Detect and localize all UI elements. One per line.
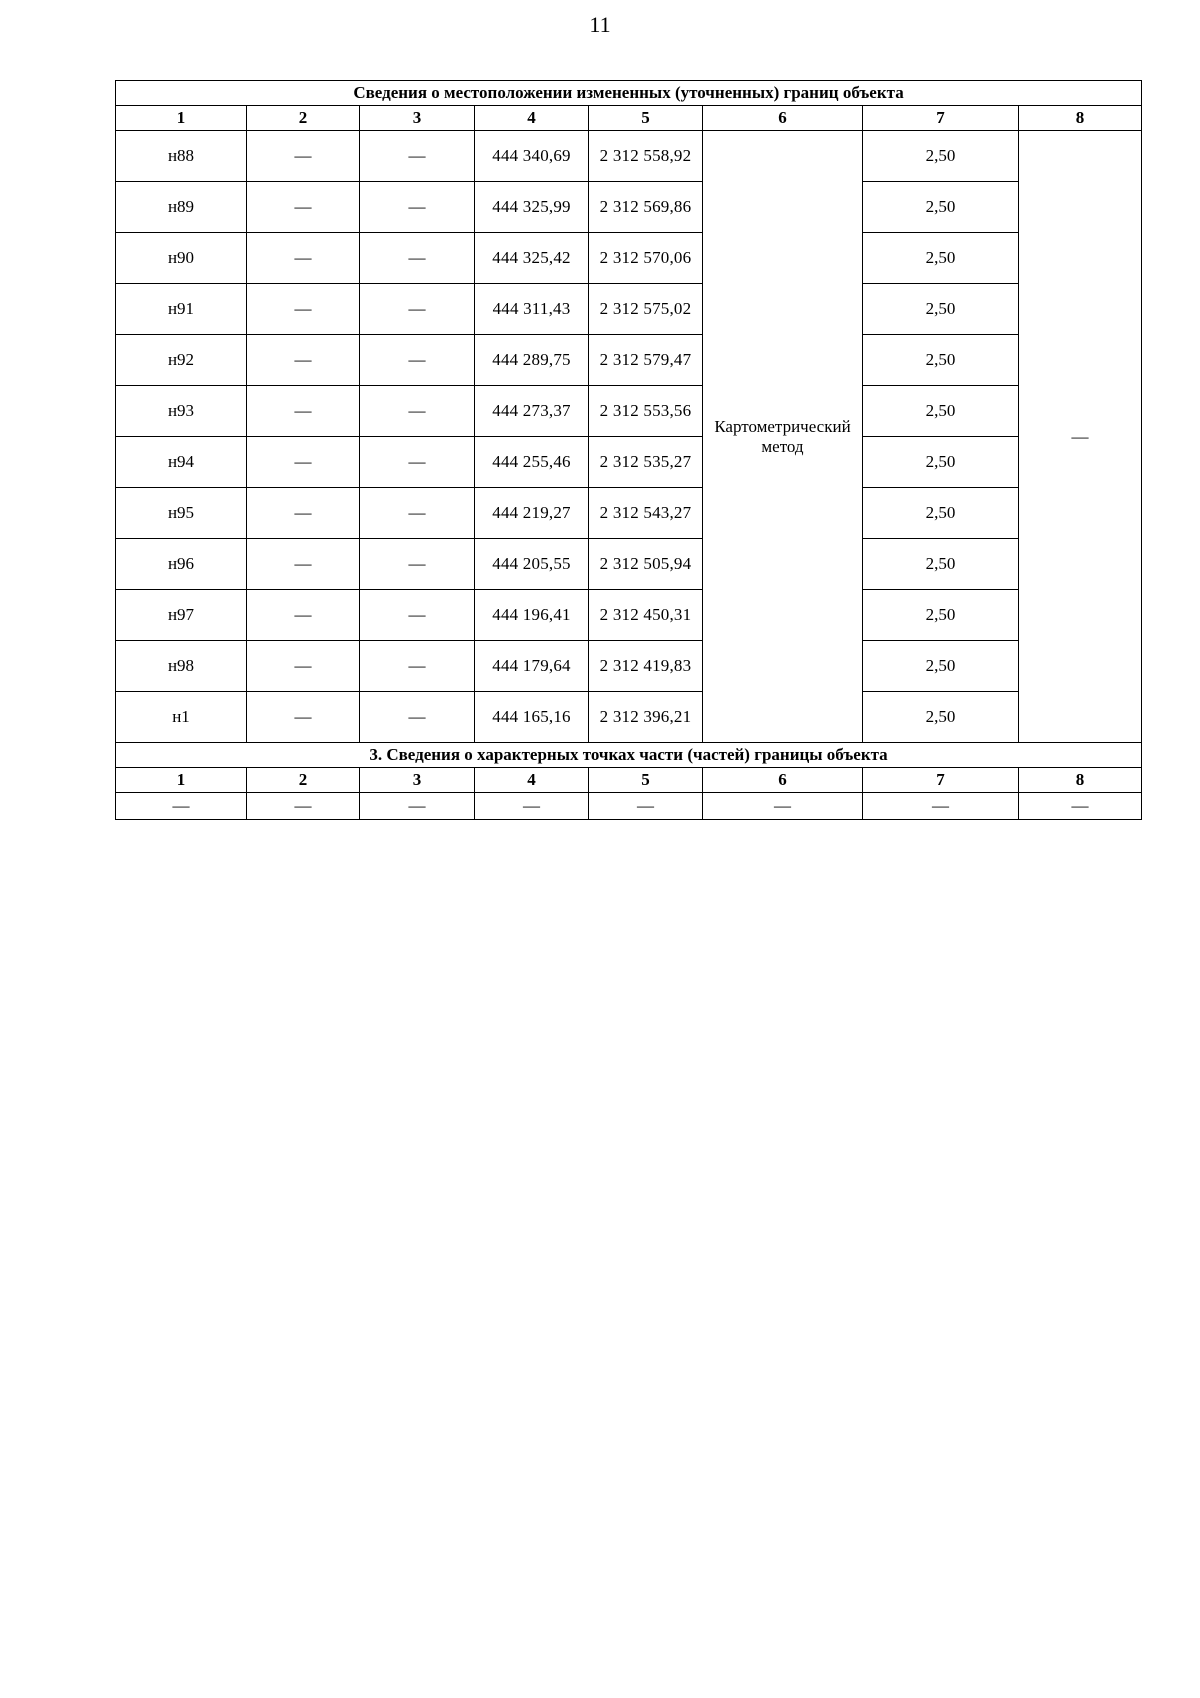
point-name: н91 — [116, 284, 247, 335]
table-row — [116, 437, 1142, 488]
cell-col2: — — [247, 182, 360, 233]
empty-cell: — — [863, 793, 1019, 820]
coord-x: 444 340,69 — [475, 131, 589, 182]
coord-x: 444 325,42 — [475, 233, 589, 284]
precision-value: 2,50 — [863, 641, 1019, 692]
table-row — [116, 233, 1142, 284]
empty-cell: — — [475, 793, 589, 820]
empty-cell: — — [703, 793, 863, 820]
empty-cell: — — [589, 793, 703, 820]
point-name: н90 — [116, 233, 247, 284]
column-number: 7 — [863, 768, 1019, 793]
cell-col2: — — [247, 233, 360, 284]
section-header-row — [116, 81, 1142, 106]
section1-title: Сведения о местоположении измененных (уточненных) границ объекта — [116, 81, 1142, 106]
precision-value: 2,50 — [863, 692, 1019, 743]
coord-y: 2 312 558,92 — [589, 131, 703, 182]
point-name: н98 — [116, 641, 247, 692]
precision-value: 2,50 — [863, 233, 1019, 284]
coord-y: 2 312 553,56 — [589, 386, 703, 437]
column-number: 1 — [116, 768, 247, 793]
empty-cell: — — [116, 793, 247, 820]
table-row — [116, 182, 1142, 233]
table-row — [116, 641, 1142, 692]
column-number: 5 — [589, 768, 703, 793]
precision-value: 2,50 — [863, 590, 1019, 641]
empty-cell: — — [247, 793, 360, 820]
coord-y: 2 312 505,94 — [589, 539, 703, 590]
coord-x: 444 205,55 — [475, 539, 589, 590]
coord-y: 2 312 396,21 — [589, 692, 703, 743]
table-row — [116, 692, 1142, 743]
coord-y: 2 312 579,47 — [589, 335, 703, 386]
column-number: 6 — [703, 768, 863, 793]
section3-header-row — [116, 743, 1142, 768]
cell-col2: — — [247, 284, 360, 335]
column-number-row — [116, 768, 1142, 793]
column-number: 8 — [1019, 768, 1142, 793]
cell-col3: — — [360, 335, 475, 386]
precision-value: 2,50 — [863, 488, 1019, 539]
coord-y: 2 312 570,06 — [589, 233, 703, 284]
coord-y: 2 312 450,31 — [589, 590, 703, 641]
point-name: н89 — [116, 182, 247, 233]
coord-x: 444 289,75 — [475, 335, 589, 386]
column-number: 8 — [1019, 106, 1142, 131]
boundary-points-table — [115, 80, 1142, 820]
precision-value: 2,50 — [863, 131, 1019, 182]
cell-col2: — — [247, 590, 360, 641]
column-number-row — [116, 106, 1142, 131]
precision-value: 2,50 — [863, 284, 1019, 335]
table-row — [116, 284, 1142, 335]
table-row — [116, 386, 1142, 437]
precision-value: 2,50 — [863, 386, 1019, 437]
column-number: 2 — [247, 106, 360, 131]
point-name: н93 — [116, 386, 247, 437]
precision-value: 2,50 — [863, 539, 1019, 590]
section3-title: 3. Сведения о характерных точках части (частей) границы объекта — [116, 743, 1142, 768]
column-number: 4 — [475, 106, 589, 131]
cell-col3: — — [360, 284, 475, 335]
point-name: н97 — [116, 590, 247, 641]
cell-col3: — — [360, 386, 475, 437]
precision-value: 2,50 — [863, 335, 1019, 386]
table-row — [116, 590, 1142, 641]
cell-col3: — — [360, 692, 475, 743]
coord-x: 444 219,27 — [475, 488, 589, 539]
cell-col3: — — [360, 488, 475, 539]
column-number: 4 — [475, 768, 589, 793]
column-number: 6 — [703, 106, 863, 131]
coord-x: 444 325,99 — [475, 182, 589, 233]
table-row — [116, 335, 1142, 386]
empty-cell: — — [360, 793, 475, 820]
cell-col2: — — [247, 386, 360, 437]
cell-col2: — — [247, 539, 360, 590]
cell-col3: — — [360, 641, 475, 692]
column-number: 7 — [863, 106, 1019, 131]
method-cell: Картометрический метод — [703, 131, 863, 743]
cell-col2: — — [247, 437, 360, 488]
page-number: 11 — [589, 12, 611, 37]
point-name: н92 — [116, 335, 247, 386]
cell-col3: — — [360, 539, 475, 590]
point-name: н88 — [116, 131, 247, 182]
coord-x: 444 255,46 — [475, 437, 589, 488]
empty-row — [116, 793, 1142, 820]
table-row — [116, 131, 1142, 182]
cell-col2: — — [247, 335, 360, 386]
column-number: 3 — [360, 768, 475, 793]
cell-col2: — — [247, 488, 360, 539]
coord-y: 2 312 575,02 — [589, 284, 703, 335]
column-number: 2 — [247, 768, 360, 793]
empty-cell: — — [1019, 793, 1142, 820]
coord-y: 2 312 535,27 — [589, 437, 703, 488]
point-name: н95 — [116, 488, 247, 539]
coord-x: 444 196,41 — [475, 590, 589, 641]
cell-col3: — — [360, 131, 475, 182]
cell-col3: — — [360, 233, 475, 284]
coord-x: 444 165,16 — [475, 692, 589, 743]
cell-col2: — — [247, 641, 360, 692]
column-number: 1 — [116, 106, 247, 131]
cell-col3: — — [360, 182, 475, 233]
coord-x: 444 179,64 — [475, 641, 589, 692]
point-name: н96 — [116, 539, 247, 590]
precision-value: 2,50 — [863, 437, 1019, 488]
coord-y: 2 312 543,27 — [589, 488, 703, 539]
column-number: 5 — [589, 106, 703, 131]
cell-col2: — — [247, 131, 360, 182]
coord-y: 2 312 419,83 — [589, 641, 703, 692]
table-row — [116, 539, 1142, 590]
coord-y: 2 312 569,86 — [589, 182, 703, 233]
column-number: 3 — [360, 106, 475, 131]
coord-x: 444 273,37 — [475, 386, 589, 437]
col8-cell: — — [1019, 131, 1142, 743]
precision-value: 2,50 — [863, 182, 1019, 233]
coord-x: 444 311,43 — [475, 284, 589, 335]
point-name: н94 — [116, 437, 247, 488]
cell-col3: — — [360, 590, 475, 641]
table-row — [116, 488, 1142, 539]
cell-col2: — — [247, 692, 360, 743]
cell-col3: — — [360, 437, 475, 488]
point-name: н1 — [116, 692, 247, 743]
